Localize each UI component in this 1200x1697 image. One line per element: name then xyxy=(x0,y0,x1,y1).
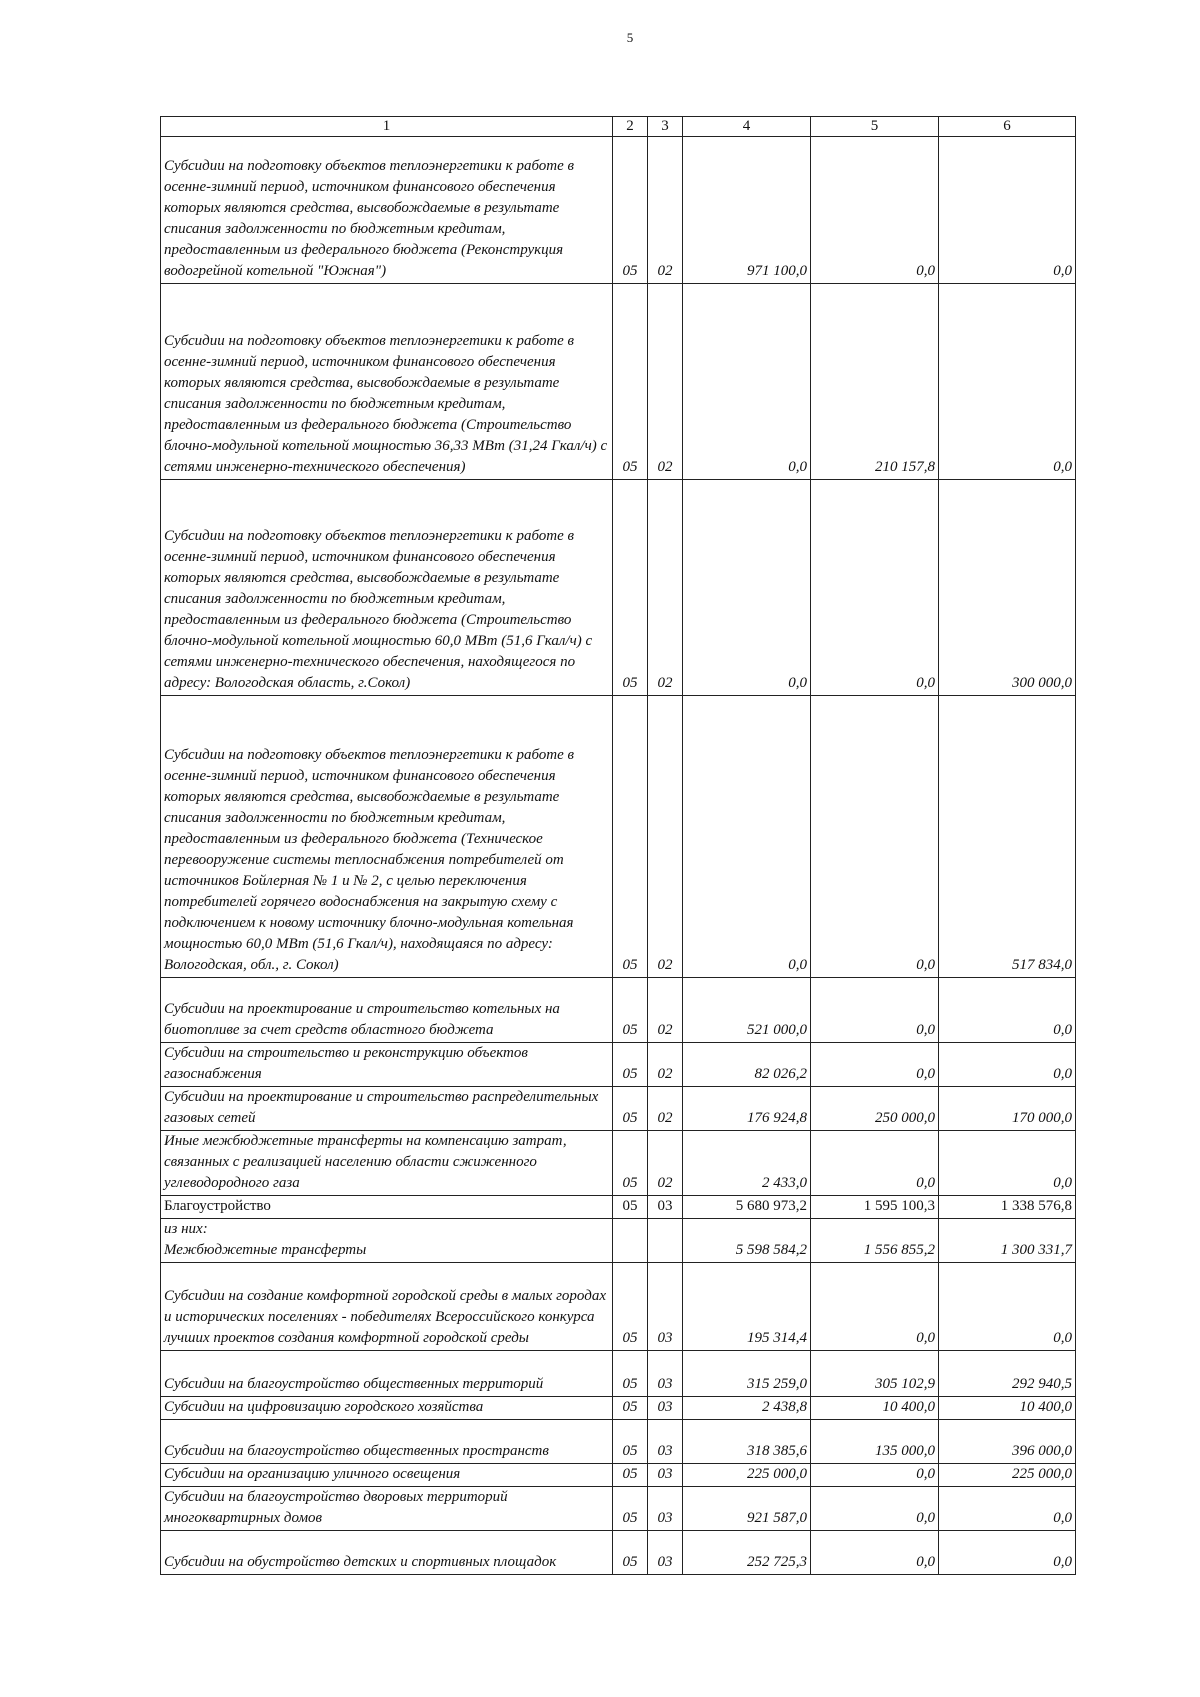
row-name: Благоустройство xyxy=(161,1196,613,1219)
table-row xyxy=(161,284,1076,480)
row-value-col6: 0,0 xyxy=(939,284,1076,480)
row-value-col5: 0,0 xyxy=(811,1487,939,1531)
row-name: Субсидии на проектирование и строительство котельных на биотопливе за счет средств областного бюджета xyxy=(161,978,613,1043)
column-header-1: 1 xyxy=(161,117,613,137)
row-name: Субсидии на благоустройство общественных пространств xyxy=(161,1420,613,1464)
row-value-col4: 2 433,0 xyxy=(683,1131,811,1196)
row-value-col5: 0,0 xyxy=(811,696,939,978)
row-section-code: 05 xyxy=(613,1531,648,1575)
table-row xyxy=(161,1397,1076,1420)
column-header-6: 6 xyxy=(939,117,1076,137)
row-value-col5: 0,0 xyxy=(811,480,939,696)
row-subsection-code: 02 xyxy=(648,137,683,284)
row-value-col6: 0,0 xyxy=(939,1131,1076,1196)
row-subsection-code: 02 xyxy=(648,696,683,978)
row-section-code: 05 xyxy=(613,480,648,696)
row-value-col4: 315 259,0 xyxy=(683,1351,811,1397)
row-value-col5: 305 102,9 xyxy=(811,1351,939,1397)
row-section-code: 05 xyxy=(613,978,648,1043)
row-value-col6: 0,0 xyxy=(939,1531,1076,1575)
row-value-col6: 292 940,5 xyxy=(939,1351,1076,1397)
row-subsection-code: 02 xyxy=(648,1087,683,1131)
row-name: Субсидии на проектирование и строительство распределительных газовых сетей xyxy=(161,1087,613,1131)
table-row xyxy=(161,480,1076,696)
row-value-col4: 0,0 xyxy=(683,284,811,480)
row-name xyxy=(161,1219,613,1263)
row-name: Иные межбюджетные трансферты на компенсацию затрат, связанных с реализацией населению области сжиженного углеводородного газа xyxy=(161,1131,613,1196)
row-section-code xyxy=(613,1219,648,1263)
column-header-3: 3 xyxy=(648,117,683,137)
table-row xyxy=(161,1420,1076,1464)
row-value-col6: 396 000,0 xyxy=(939,1420,1076,1464)
row-subsection-code: 03 xyxy=(648,1263,683,1351)
row-subsection-code: 03 xyxy=(648,1420,683,1464)
row-value-col5: 210 157,8 xyxy=(811,284,939,480)
row-value-col6: 517 834,0 xyxy=(939,696,1076,978)
row-value-col5: 1 556 855,2 xyxy=(811,1219,939,1263)
row-name: Субсидии на благоустройство дворовых территорий многоквартирных домов xyxy=(161,1487,613,1531)
row-value-col5: 135 000,0 xyxy=(811,1420,939,1464)
row-value-col4: 5 680 973,2 xyxy=(683,1196,811,1219)
row-subsection-code: 03 xyxy=(648,1531,683,1575)
row-value-col4: 0,0 xyxy=(683,696,811,978)
row-value-col6: 1 338 576,8 xyxy=(939,1196,1076,1219)
table-row xyxy=(161,1131,1076,1196)
row-name: Субсидии на подготовку объектов теплоэнергетики к работе в осенне-зимний период, источником финансового обеспечения которых являются средства, высвобождаемые в результате списания задолженности по бюджетным кредитам, предоставленным из федерального бюджета (Строительство блочно-модульной котельной мощностью 60,0 МВт (51,6 Гкал/ч) с сетями инженерно-технического обеспечения, находящегося по адресу: Вологодская область, г.Сокол) xyxy=(161,480,613,696)
row-section-code: 05 xyxy=(613,696,648,978)
row-section-code: 05 xyxy=(613,1351,648,1397)
row-value-col6: 1 300 331,7 xyxy=(939,1219,1076,1263)
row-name-prefix: из них: xyxy=(164,1221,208,1237)
row-subsection-code: 03 xyxy=(648,1397,683,1420)
row-subsection-code: 02 xyxy=(648,480,683,696)
column-header-2: 2 xyxy=(613,117,648,137)
row-section-code: 05 xyxy=(613,1420,648,1464)
row-subsection-code: 02 xyxy=(648,284,683,480)
row-value-col4: 195 314,4 xyxy=(683,1263,811,1351)
row-subsection-code: 02 xyxy=(648,1131,683,1196)
row-name: Субсидии на строительство и реконструкцию объектов газоснабжения xyxy=(161,1043,613,1087)
row-section-code: 05 xyxy=(613,1397,648,1420)
row-subsection-code: 03 xyxy=(648,1351,683,1397)
row-value-col6: 225 000,0 xyxy=(939,1464,1076,1487)
row-section-code: 05 xyxy=(613,1196,648,1219)
row-name: Субсидии на организацию уличного освещения xyxy=(161,1464,613,1487)
table-row xyxy=(161,1464,1076,1487)
row-name: Субсидии на цифровизацию городского хозяйства xyxy=(161,1397,613,1420)
row-section-code: 05 xyxy=(613,1487,648,1531)
row-name: Субсидии на подготовку объектов теплоэнергетики к работе в осенне-зимний период, источником финансового обеспечения которых являются средства, высвобождаемые в результате списания задолженности по бюджетным кредитам, предоставленным из федерального бюджета (Строительство блочно-модульной котельной мощностью 36,33 МВт (31,24 Гкал/ч) с сетями инженерно-технического обеспечения) xyxy=(161,284,613,480)
row-value-col6: 0,0 xyxy=(939,137,1076,284)
page-number: 5 xyxy=(626,30,634,45)
row-value-col5: 0,0 xyxy=(811,1464,939,1487)
header-row xyxy=(161,117,1076,137)
row-name: Субсидии на обустройство детских и спортивных площадок xyxy=(161,1531,613,1575)
row-value-col6: 0,0 xyxy=(939,978,1076,1043)
row-value-col4: 0,0 xyxy=(683,480,811,696)
table-row xyxy=(161,1043,1076,1087)
row-value-col4: 521 000,0 xyxy=(683,978,811,1043)
table-row xyxy=(161,978,1076,1043)
row-value-col6: 0,0 xyxy=(939,1043,1076,1087)
row-name-main: Межбюджетные трансферты xyxy=(164,1242,367,1258)
row-value-col5: 10 400,0 xyxy=(811,1397,939,1420)
row-value-col6: 170 000,0 xyxy=(939,1087,1076,1131)
row-section-code: 05 xyxy=(613,1087,648,1131)
row-section-code: 05 xyxy=(613,1131,648,1196)
table-row xyxy=(161,696,1076,978)
row-value-col5: 0,0 xyxy=(811,1531,939,1575)
row-value-col5: 0,0 xyxy=(811,1043,939,1087)
row-section-code: 05 xyxy=(613,1043,648,1087)
row-value-col5: 250 000,0 xyxy=(811,1087,939,1131)
row-value-col6: 0,0 xyxy=(939,1263,1076,1351)
row-value-col4: 252 725,3 xyxy=(683,1531,811,1575)
row-section-code: 05 xyxy=(613,1263,648,1351)
row-section-code: 05 xyxy=(613,284,648,480)
row-section-code: 05 xyxy=(613,137,648,284)
row-subsection-code: 02 xyxy=(648,1043,683,1087)
row-name: Субсидии на подготовку объектов теплоэнергетики к работе в осенне-зимний период, источником финансового обеспечения которых являются средства, высвобождаемые в результате списания задолженности по бюджетным кредитам, предоставленным из федерального бюджета (Реконструкция водогрейной котельной "Южная") xyxy=(161,137,613,284)
table-row xyxy=(161,1487,1076,1531)
table-row xyxy=(161,1263,1076,1351)
row-value-col4: 318 385,6 xyxy=(683,1420,811,1464)
row-subsection-code: 02 xyxy=(648,978,683,1043)
row-value-col4: 971 100,0 xyxy=(683,137,811,284)
table-row xyxy=(161,137,1076,284)
row-subsection-code xyxy=(648,1219,683,1263)
row-subsection-code: 03 xyxy=(648,1196,683,1219)
row-value-col5: 1 595 100,3 xyxy=(811,1196,939,1219)
table-row xyxy=(161,1196,1076,1219)
table-row xyxy=(161,1219,1076,1263)
row-value-col4: 82 026,2 xyxy=(683,1043,811,1087)
column-header-5: 5 xyxy=(811,117,939,137)
row-name: Субсидии на благоустройство общественных территорий xyxy=(161,1351,613,1397)
row-value-col5: 0,0 xyxy=(811,1263,939,1351)
budget-table xyxy=(160,116,1076,1575)
row-name: Субсидии на создание комфортной городской среды в малых городах и исторических поселениях - победителях Всероссийского конкурса лучших проектов создания комфортной городской среды xyxy=(161,1263,613,1351)
row-subsection-code: 03 xyxy=(648,1464,683,1487)
row-value-col4: 921 587,0 xyxy=(683,1487,811,1531)
column-header-4: 4 xyxy=(683,117,811,137)
row-value-col6: 10 400,0 xyxy=(939,1397,1076,1420)
row-section-code: 05 xyxy=(613,1464,648,1487)
row-name: Субсидии на подготовку объектов теплоэнергетики к работе в осенне-зимний период, источником финансового обеспечения которых являются средства, высвобождаемые в результате списания задолженности по бюджетным кредитам, предоставленным из федерального бюджета (Техническое перевооружение системы теплоснабжения потребителей от источников Бойлерная № 1 и № 2, с целью переключения потребителей горячего водоснабжения на закрытую схему с подключением к новому источнику блочно-модульная котельная мощностью 60,0 МВт (51,6 Гкал/ч), находящаяся по адресу: Вологодская, обл., г. Сокол) xyxy=(161,696,613,978)
table-row xyxy=(161,1351,1076,1397)
row-value-col5: 0,0 xyxy=(811,1131,939,1196)
table-row xyxy=(161,1531,1076,1575)
row-value-col5: 0,0 xyxy=(811,978,939,1043)
row-value-col5: 0,0 xyxy=(811,137,939,284)
row-value-col4: 225 000,0 xyxy=(683,1464,811,1487)
row-value-col4: 5 598 584,2 xyxy=(683,1219,811,1263)
row-value-col4: 176 924,8 xyxy=(683,1087,811,1131)
row-value-col6: 300 000,0 xyxy=(939,480,1076,696)
row-value-col6: 0,0 xyxy=(939,1487,1076,1531)
table-row xyxy=(161,1087,1076,1131)
row-value-col4: 2 438,8 xyxy=(683,1397,811,1420)
row-subsection-code: 03 xyxy=(648,1487,683,1531)
